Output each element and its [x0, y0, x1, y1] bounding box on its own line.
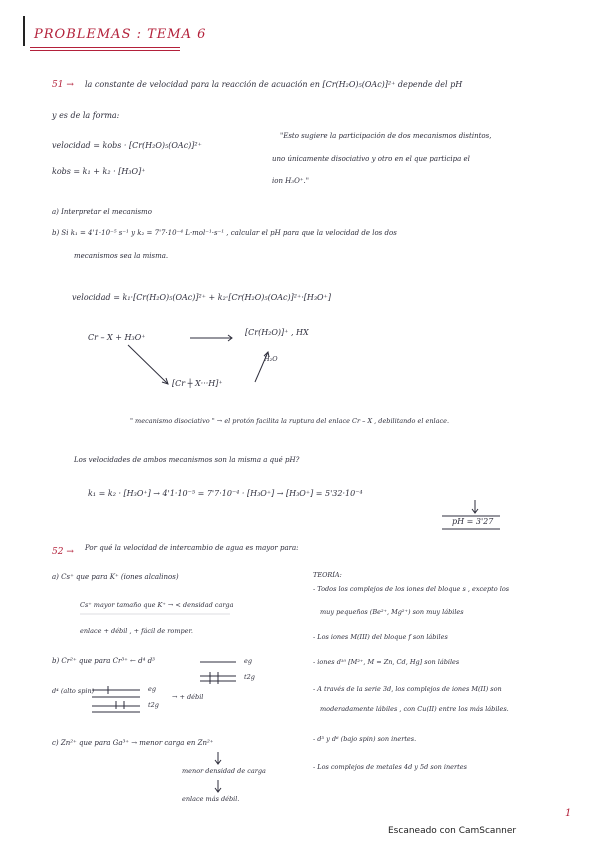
d4-high-spin-label: d⁴ (alto spin) — [52, 687, 95, 695]
theory-line-3: - Los iones M(III) del bloque f son lábiles — [313, 633, 448, 641]
theory-line-8: - Los complejos de metales 4d y 5d son inertes — [313, 763, 467, 771]
part-a-explanation-1: Cs⁺ mayor tamaño que K⁺ → < densidad carga — [80, 601, 234, 609]
part-a: a) Interpretar el mecanismo — [52, 208, 152, 216]
quote-line-3: ion H₃O⁺." — [272, 177, 309, 185]
t2g-label-right: t2g — [244, 673, 255, 681]
theory-line-6: moderadamente lábiles , con Cu(II) entre los más lábiles. — [320, 705, 509, 713]
problem-52-question: Por qué la velocidad de intercambio de agua es mayor para: — [85, 544, 299, 552]
part-a-explanation-2: enlace + débil , + fácil de romper. — [80, 627, 193, 635]
theory-line-4: - iones d¹⁰ [M²⁺, M = Zn, Cd, Hg] son lábiles — [313, 658, 460, 666]
quote-line-1: "Esto sugiere la participación de dos mecanismos distintos, — [280, 132, 492, 140]
weaker-bond-note: → + débil — [172, 693, 204, 701]
part-b-cr-heading: b) Cr²⁺ que para Cr³⁺ ← d⁴ d³ — [52, 657, 155, 665]
theory-line-5: - A través de la serie 3d, los complejos de iones M(II) son — [313, 685, 502, 693]
page-title: PROBLEMAS : TEMA 6 — [34, 27, 207, 42]
mechanism-note: " mecanismo disociativo " → el protón facilita la ruptura del enlace Cr – X , debilitando el enlace. — [130, 417, 450, 425]
problem-51-number: 51 → — [52, 80, 74, 90]
combined-rate-equation: velocidad = k₁·[Cr(H₂O)₅(OAc)]²⁺ + k₂·[Cr(H₂O)₅(OAc)]²⁺·[H₃O⁺] — [72, 293, 331, 302]
theory-line-2: muy pequeños (Be²⁺, Mg²⁺) son muy lábiles — [320, 608, 464, 616]
problem-51-intro-cont: y es de la forma: — [52, 111, 120, 120]
part-b-line-1: b) Si k₁ = 4'1·10⁻⁵ s⁻¹ y k₂ = 7'7·10⁻⁴ L·mol⁻¹·s⁻¹ , calcular el pH para que la velocidad de los dos — [52, 229, 397, 237]
mechanism-products: [Cr(H₂O)]⁺ , HX — [245, 328, 309, 337]
rate-law-equation: velocidad = kobs · [Cr(H₂O)₅(OAc)]²⁺ — [52, 141, 202, 150]
part-c-zn-heading: c) Zn²⁺ que para Ga³⁺ → menor carga en Zn²⁺ — [52, 739, 214, 747]
eg-label-right: eg — [244, 657, 253, 665]
kobs-equation: kobs = k₁ + k₂ · [H₃O]⁺ — [52, 167, 146, 176]
result-underlines — [442, 516, 500, 529]
mechanism-water: H₂O — [264, 355, 278, 363]
ph-calculation: k₁ = k₂ · [H₃O⁺] → 4'1·10⁻⁵ = 7'7·10⁻⁴ · [H₃O⁺] → [H₃O⁺] = 5'32·10⁻⁴ — [88, 489, 363, 498]
eg-label-left: eg — [148, 685, 157, 693]
mechanism-intermediate: [Cr ┼ X···H]⁺ — [172, 379, 223, 388]
part-c-explanation-2: enlace más débil. — [182, 795, 240, 803]
theory-line-1: - Todos los complejos de los iones del bloque s , excepto los — [313, 585, 510, 593]
problem-52-number: 52 → — [52, 547, 74, 557]
theory-line-7: - d³ y d⁶ (bajo spin) son inertes. — [313, 735, 417, 743]
quote-line-2: uno únicamente disociativo y otro en el que participa el — [272, 155, 470, 163]
mechanism-reactants: Cr – X + H₃O⁺ — [88, 333, 146, 342]
t2g-label-left: t2g — [148, 701, 159, 709]
ph-result: pH = 3'27 — [452, 517, 494, 526]
equal-rate-question: Los velocidades de ambos mecanismos son la misma a qué pH? — [74, 456, 300, 464]
orbital-eg-left — [92, 690, 140, 697]
problem-51-intro: la constante de velocidad para la reacción de acuación en [Cr(H₂O)₅(OAc)]²⁺ depende del pH — [85, 80, 463, 89]
part-b-line-2: mecanismos sea la misma. — [74, 252, 169, 260]
theory-heading: TEORÍA: — [313, 571, 342, 579]
part-c-explanation-1: menor densidad de carga — [182, 767, 266, 775]
scanner-watermark: Escaneado con CamScanner — [388, 826, 517, 836]
page-number: 1 — [565, 808, 572, 819]
part-a-cs-heading: a) Cs⁺ que para K⁺ (iones alcalinos) — [52, 573, 179, 581]
intermediate-arrow — [128, 345, 168, 384]
product-arrow — [255, 352, 268, 382]
